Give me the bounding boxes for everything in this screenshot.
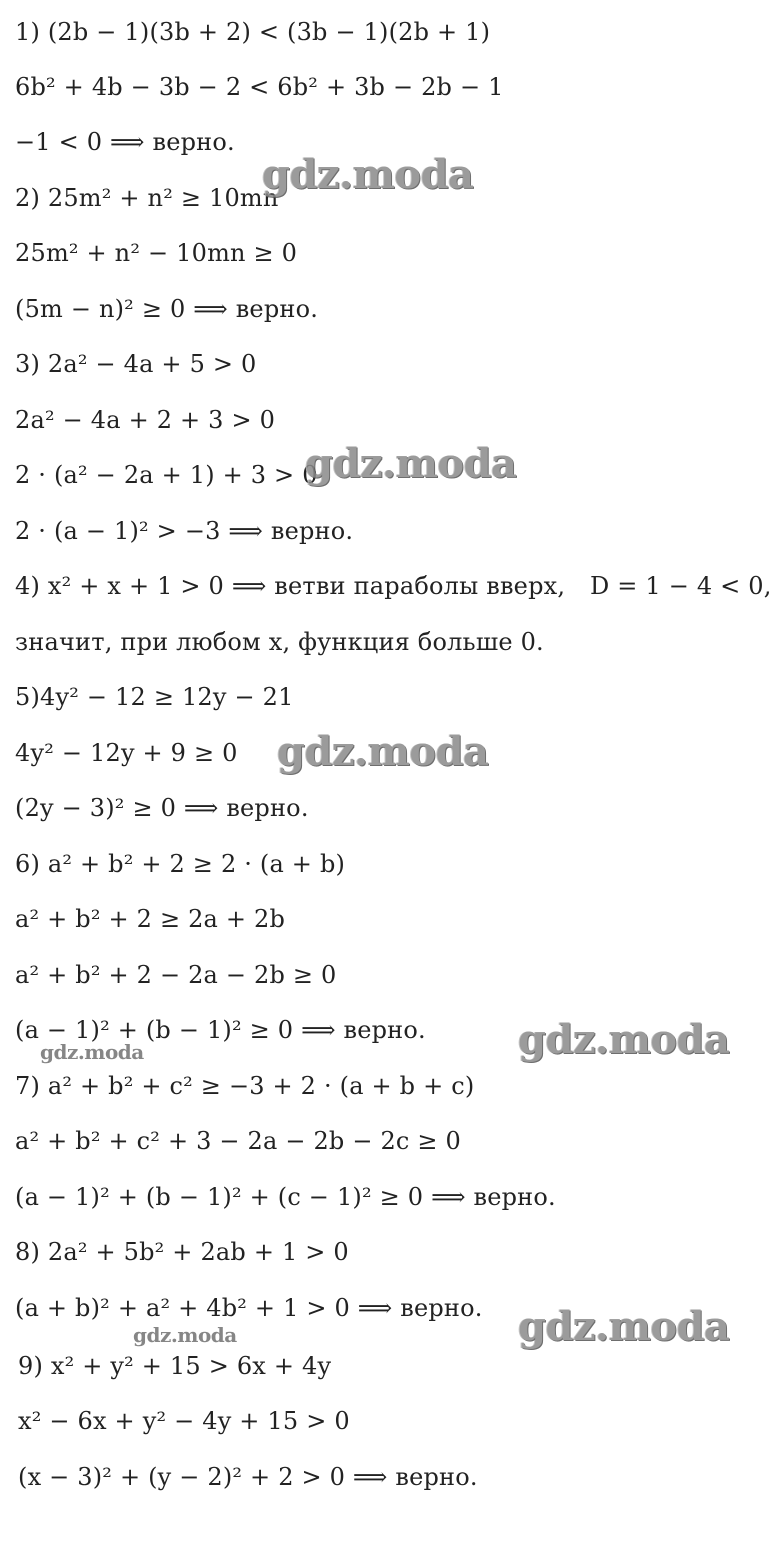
line-6-4: (a − 1)² + (b − 1)² ≥ 0 ⟹ верно.	[15, 1016, 426, 1044]
watermark-logo-small: gdz.moda	[40, 1040, 144, 1064]
line-8-2: (a + b)² + a² + 4b² + 1 > 0 ⟹ верно.	[15, 1294, 483, 1322]
line-9-3: (x − 3)² + (y − 2)² + 2 > 0 ⟹ верно.	[18, 1463, 478, 1491]
line-3-4: 2 · (a − 1)² > −3 ⟹ верно.	[15, 517, 354, 545]
line-3-2: 2a² − 4a + 2 + 3 > 0	[15, 406, 276, 434]
line-5-3: (2y − 3)² ≥ 0 ⟹ верно.	[15, 794, 309, 822]
line-7-3: (a − 1)² + (b − 1)² + (c − 1)² ≥ 0 ⟹ верно.	[15, 1183, 556, 1211]
watermark-logo: gdz.moda	[518, 1016, 730, 1063]
line-7-2: a² + b² + c² + 3 − 2a − 2b − 2c ≥ 0	[15, 1127, 462, 1155]
line-1-2: 6b² + 4b − 3b − 2 < 6b² + 3b − 2b − 1	[15, 73, 504, 101]
line-3-1: 3) 2a² − 4a + 5 > 0	[15, 350, 257, 378]
line-6-3: a² + b² + 2 − 2a − 2b ≥ 0	[15, 961, 337, 989]
discriminant-text: D = 1 − 4 < 0,	[590, 572, 772, 600]
line-6-1: 6) a² + b² + 2 ≥ 2 · (a + b)	[15, 850, 346, 878]
line-1-3: −1 < 0 ⟹ верно.	[15, 128, 235, 156]
watermark-logo: gdz.moda	[277, 728, 489, 775]
line-2-1: 2) 25m² + n² ≥ 10mn	[15, 184, 279, 212]
line-2-2: 25m² + n² − 10mn ≥ 0	[15, 239, 298, 267]
line-2-3: (5m − n)² ≥ 0 ⟹ верно.	[15, 295, 319, 323]
line-4-1: 4) x² + x + 1 > 0 ⟹ ветви параболы вверх,	[15, 572, 566, 600]
line-1-1: 1) (2b − 1)(3b + 2) < (3b − 1)(2b + 1)	[15, 18, 491, 46]
line-4-2: значит, при любом x, функция больше 0.	[15, 628, 544, 656]
line-6-2: a² + b² + 2 ≥ 2a + 2b	[15, 905, 286, 933]
line-5-2: 4y² − 12y + 9 ≥ 0	[15, 739, 238, 767]
line-9-2: x² − 6x + y² − 4y + 15 > 0	[18, 1407, 350, 1435]
watermark-logo: gdz.moda	[262, 151, 474, 198]
line-9-1: 9) x² + y² + 15 > 6x + 4y	[18, 1352, 332, 1380]
line-8-1: 8) 2a² + 5b² + 2ab + 1 > 0	[15, 1238, 349, 1266]
line-7-1: 7) a² + b² + c² ≥ −3 + 2 · (a + b + c)	[15, 1072, 475, 1100]
watermark-logo-small: gdz.moda	[133, 1323, 237, 1347]
watermark-logo: gdz.moda	[518, 1303, 730, 1350]
watermark-logo: gdz.moda	[305, 440, 517, 487]
line-3-3: 2 · (a² − 2a + 1) + 3 > 0	[15, 461, 318, 489]
line-5-1: 5)4y² − 12 ≥ 12y − 21	[15, 683, 294, 711]
